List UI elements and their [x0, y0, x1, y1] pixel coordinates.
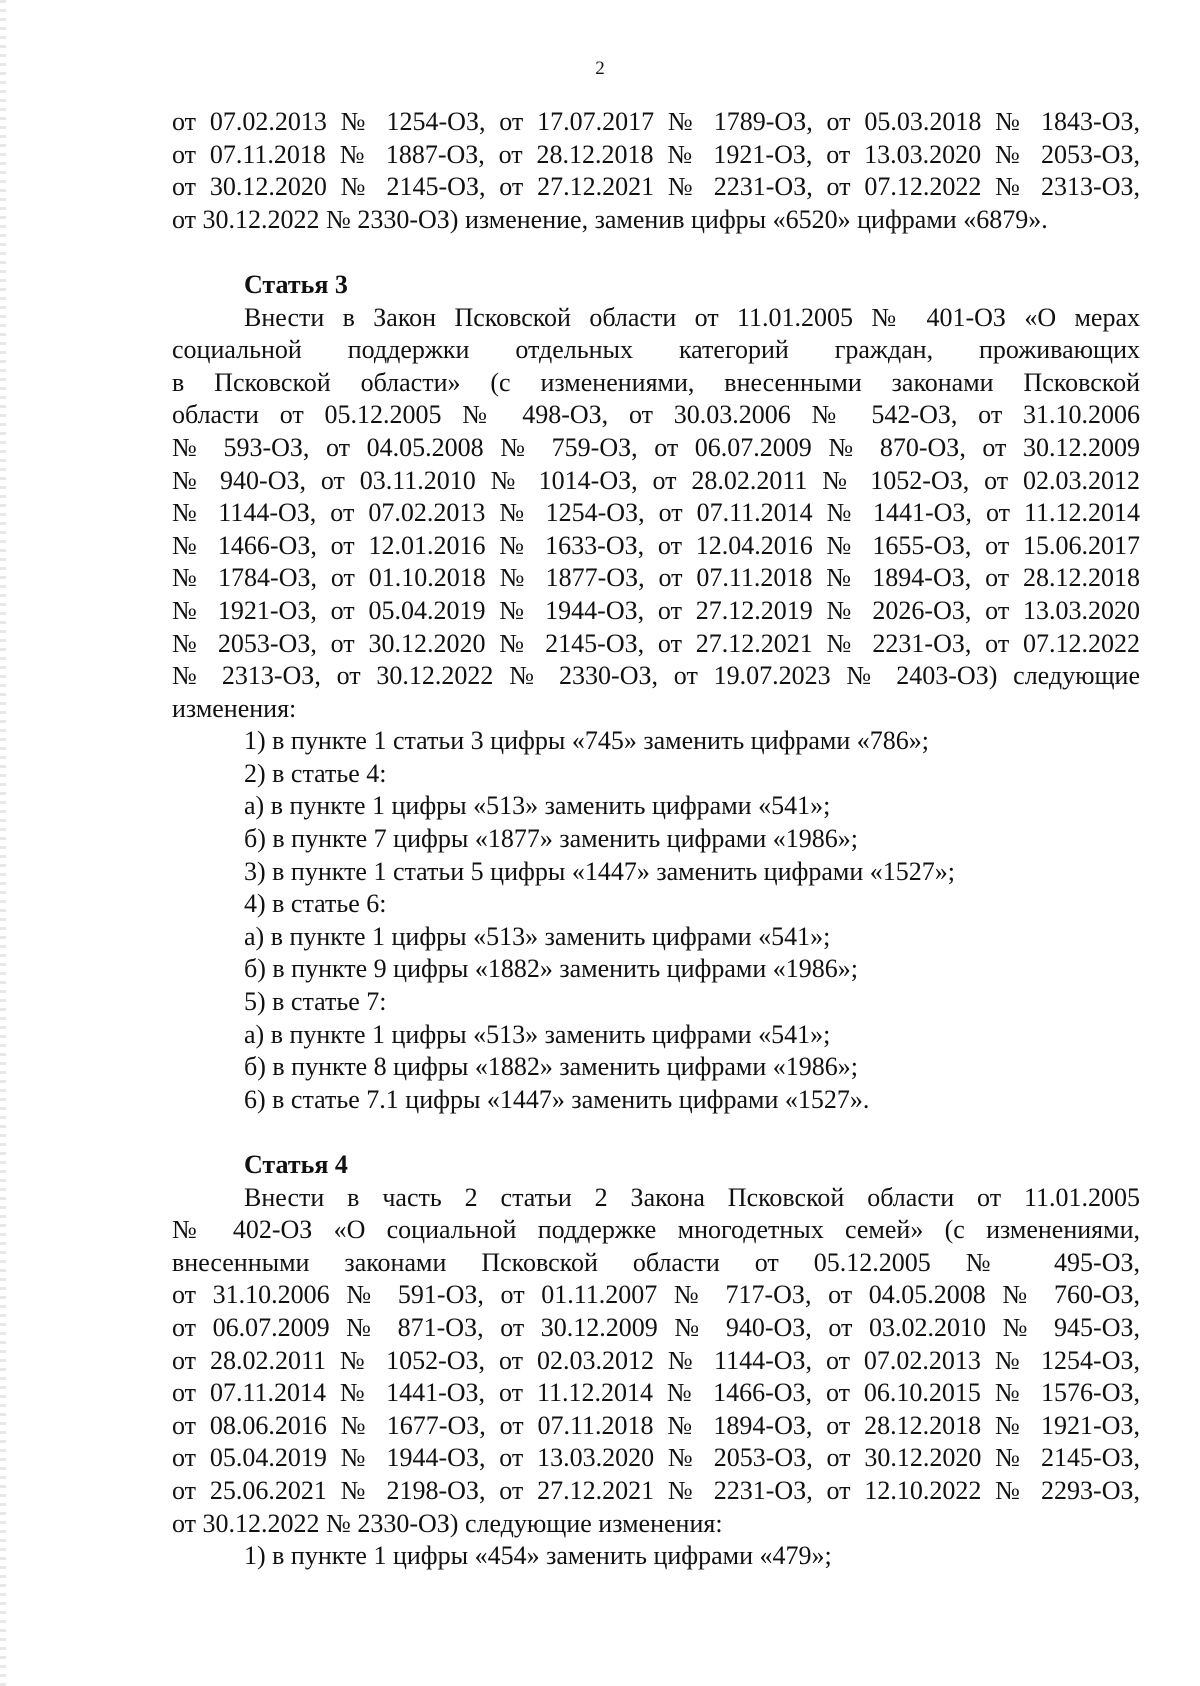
- article-3-item: 4) в статье 6:: [244, 889, 387, 919]
- article-3-line: области от 05.12.2005 № 498-ОЗ, от 30.03.2006 № 542-ОЗ, от 31.10.2006: [172, 400, 1140, 430]
- article-4-line: от 31.10.2006 № 591-ОЗ, от 01.11.2007 № 717-ОЗ, от 04.05.2008 № 760-ОЗ,: [172, 1280, 1140, 1310]
- article-3-line: социальной поддержки отдельных категорий граждан, проживающих: [172, 335, 1140, 365]
- article-4-line: Внести в часть 2 статьи 2 Закона Псковской области от 11.01.2005: [244, 1182, 1140, 1212]
- article-4-line: внесенными законами Псковской области от 05.12.2005 № 495-ОЗ,: [172, 1247, 1140, 1277]
- article-4-line: от 08.06.2016 № 1677-ОЗ, от 07.11.2018 № 1894-ОЗ, от 28.12.2018 № 1921-ОЗ,: [172, 1410, 1140, 1440]
- article-3-line: № 2053-ОЗ, от 30.12.2020 № 2145-ОЗ, от 27.12.2021 № 2231-ОЗ, от 07.12.2022: [172, 628, 1140, 658]
- intro-line: от 07.11.2018 № 1887-ОЗ, от 28.12.2018 № 1921-ОЗ, от 13.03.2020 № 2053-ОЗ,: [172, 139, 1140, 169]
- article-3-line: Внести в Закон Псковской области от 11.01.2005 № 401-ОЗ «О мерах: [244, 302, 1140, 332]
- article-3-item: б) в пункте 9 цифры «1882» заменить цифрами «1986»;: [244, 954, 858, 984]
- article-3-line: № 2313-ОЗ, от 30.12.2022 № 2330-ОЗ, от 19.07.2023 № 2403-ОЗ) следующие: [172, 661, 1140, 691]
- article-4-line: от 07.11.2014 № 1441-ОЗ, от 11.12.2014 № 1466-ОЗ, от 06.10.2015 № 1576-ОЗ,: [172, 1378, 1140, 1408]
- article-3-line: в Псковской области» (с изменениями, внесенными законами Псковской: [172, 367, 1140, 397]
- article-3-line: № 1784-ОЗ, от 01.10.2018 № 1877-ОЗ, от 07.11.2018 № 1894-ОЗ, от 28.12.2018: [172, 563, 1140, 593]
- article-3-item: а) в пункте 1 цифры «513» заменить цифрами «541»;: [244, 791, 831, 821]
- article-3-line: № 593-ОЗ, от 04.05.2008 № 759-ОЗ, от 06.07.2009 № 870-ОЗ, от 30.12.2009: [172, 432, 1140, 462]
- article-3-line: № 1466-ОЗ, от 12.01.2016 № 1633-ОЗ, от 12.04.2016 № 1655-ОЗ, от 15.06.2017: [172, 530, 1140, 560]
- article-3-item: а) в пункте 1 цифры «513» заменить цифрами «541»;: [244, 921, 831, 951]
- article-3-item: б) в пункте 8 цифры «1882» заменить цифрами «1986»;: [244, 1052, 858, 1082]
- article-3-item: 1) в пункте 1 статьи 3 цифры «745» заменить цифрами «786»;: [244, 726, 929, 756]
- article-4-line: от 06.07.2009 № 871-ОЗ, от 30.12.2009 № 940-ОЗ, от 03.02.2010 № 945-ОЗ,: [172, 1312, 1140, 1342]
- article-3-item: 2) в статье 4:: [244, 758, 387, 788]
- article-3-item: 5) в статье 7:: [244, 987, 387, 1017]
- article-3-heading: Статья 3: [244, 269, 348, 299]
- article-3-line: № 1144-ОЗ, от 07.02.2013 № 1254-ОЗ, от 07.11.2014 № 1441-ОЗ, от 11.12.2014: [172, 498, 1140, 528]
- scan-edge-artifact: [0, 0, 6, 1686]
- article-4-heading: Статья 4: [244, 1150, 348, 1179]
- article-4-item: 1) в пункте 1 цифры «454» заменить цифрами «479»;: [244, 1541, 832, 1571]
- article-3-line: изменения:: [172, 693, 297, 723]
- article-4-line: № 402-ОЗ «О социальной поддержке многодетных семей» (с изменениями,: [172, 1215, 1140, 1245]
- article-3-item: а) в пункте 1 цифры «513» заменить цифрами «541»;: [244, 1019, 831, 1049]
- article-3-item: б) в пункте 7 цифры «1877» заменить цифрами «1986»;: [244, 824, 858, 854]
- article-4-line: от 30.12.2022 № 2330-ОЗ) следующие изменения:: [172, 1508, 723, 1538]
- article-3-item: 3) в пункте 1 статьи 5 цифры «1447» заменить цифрами «1527»;: [244, 856, 955, 886]
- document-body: [172, 106, 1140, 1573]
- intro-line: от 30.12.2022 № 2330-ОЗ) изменение, заменив цифры «6520» цифрами «6879».: [172, 204, 1048, 234]
- intro-line: от 30.12.2020 № 2145-ОЗ, от 27.12.2021 № 2231-ОЗ, от 07.12.2022 № 2313-ОЗ,: [172, 172, 1140, 202]
- article-3-line: № 1921-ОЗ, от 05.04.2019 № 1944-ОЗ, от 27.12.2019 № 2026-ОЗ, от 13.03.2020: [172, 595, 1140, 625]
- article-4-line: от 05.04.2019 № 1944-ОЗ, от 13.03.2020 № 2053-ОЗ, от 30.12.2020 № 2145-ОЗ,: [172, 1443, 1140, 1473]
- intro-line: от 07.02.2013 № 1254-ОЗ, от 17.07.2017 № 1789-ОЗ, от 05.03.2018 № 1843-ОЗ,: [172, 107, 1140, 136]
- page-number: 2: [595, 58, 605, 79]
- article-4-line: от 25.06.2021 № 2198-ОЗ, от 27.12.2021 № 2231-ОЗ, от 12.10.2022 № 2293-ОЗ,: [172, 1475, 1140, 1505]
- article-4-line: от 28.02.2011 № 1052-ОЗ, от 02.03.2012 № 1144-ОЗ, от 07.02.2013 № 1254-ОЗ,: [172, 1345, 1140, 1375]
- article-3-line: № 940-ОЗ, от 03.11.2010 № 1014-ОЗ, от 28.02.2011 № 1052-ОЗ, от 02.03.2012: [172, 465, 1140, 495]
- article-3-item: 6) в статье 7.1 цифры «1447» заменить цифрами «1527».: [244, 1084, 870, 1114]
